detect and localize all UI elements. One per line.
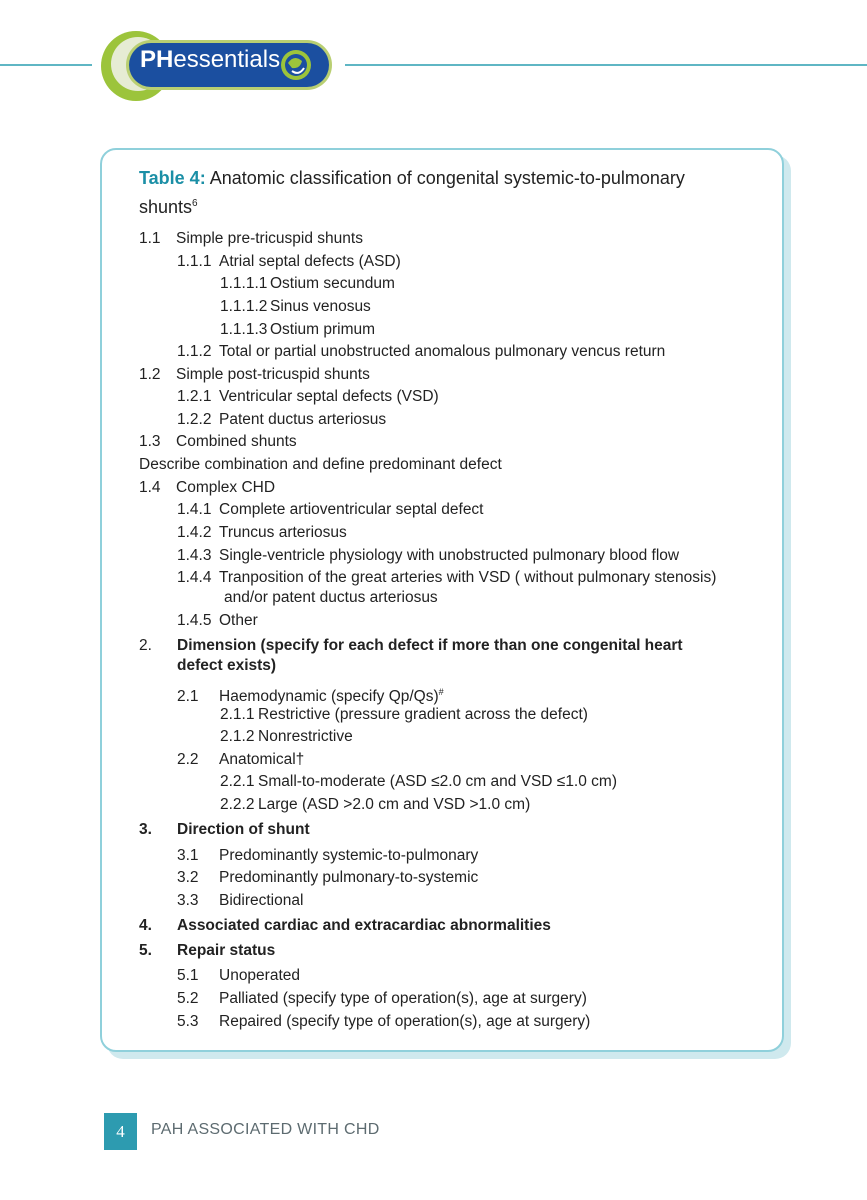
list-item: 3.2 Predominantly pulmonary-to-systemic xyxy=(177,869,479,886)
list-item: 2.1 Haemodynamic (specify Qp/Qs)# xyxy=(177,687,444,706)
section-heading: 3. Direction of shunt xyxy=(139,821,310,838)
header-rule-right xyxy=(345,64,867,66)
list-item: 1.1.1.3 Ostium primum xyxy=(220,321,376,338)
table-title-text: Anatomic classification of congenital systemic-to-pulmonary shunts xyxy=(139,168,685,217)
list-item: 3.1 Predominantly systemic-to-pulmonary xyxy=(177,847,479,864)
list-item: 1.4.3 Single-ventricle physiology with unobstructed pulmonary blood flow xyxy=(177,547,680,564)
list-item: 1.2.1 Ventricular septal defects (VSD) xyxy=(177,388,439,405)
list-item: 1.3 Combined shunts xyxy=(139,433,297,450)
table-label: Table 4: xyxy=(139,168,206,188)
list-item: 2.2.1 Small-to-moderate (ASD ≤2.0 cm and VSD ≤1.0 cm) xyxy=(220,773,617,790)
list-item: and/or patent ductus arteriosus xyxy=(224,589,438,606)
list-item: 3.3 Bidirectional xyxy=(177,892,304,909)
list-item: 1.1.1.1 Ostium secundum xyxy=(220,275,395,292)
footer-section-title: PAH ASSOCIATED WITH CHD xyxy=(151,1121,380,1138)
list-item: 1.1.1.2 Sinus venosus xyxy=(220,298,371,315)
list-item: 2.1.2 Nonrestrictive xyxy=(220,728,353,745)
page-number: 4 xyxy=(104,1113,137,1150)
list-item: 1.4.4 Tranposition of the great arteries with VSD ( without pulmonary stenosis) xyxy=(177,569,717,586)
section-heading: 2. Dimension (specify for each defect if more than one congenital heart xyxy=(139,637,683,654)
list-item: 1.4 Complex CHD xyxy=(139,479,276,496)
list-item: 5.2 Palliated (specify type of operation(s), age at surgery) xyxy=(177,990,587,1007)
list-item: 1.2 Simple post-tricuspid shunts xyxy=(139,366,370,383)
list-item: 5.1 Unoperated xyxy=(177,967,301,984)
logo-essentials: essentials xyxy=(173,46,281,73)
section-heading: 5. Repair status xyxy=(139,942,276,959)
list-item: Describe combination and define predominant defect xyxy=(139,456,502,473)
list-item: 2.2.2 Large (ASD >2.0 cm and VSD >1.0 cm) xyxy=(220,796,531,813)
table-ref: 6 xyxy=(192,198,198,209)
list-item: 1.2.2 Patent ductus arteriosus xyxy=(177,411,387,428)
list-item: 1.4.5 Other xyxy=(177,612,258,629)
header-rule-left xyxy=(0,64,92,66)
list-item: 5.3 Repaired (specify type of operation(s), age at surgery) xyxy=(177,1013,591,1030)
table-title xyxy=(139,166,739,220)
section-heading: 4. Associated cardiac and extracardiac abnormalities xyxy=(139,917,551,934)
list-item: 1.1.1 Atrial septal defects (ASD) xyxy=(177,253,401,270)
list-item: 1.1.2 Total or partial unobstructed anomalous pulmonary vencus return xyxy=(177,343,666,360)
list-item: defect exists) xyxy=(177,657,277,674)
list-item: 1.4.2 Truncus arteriosus xyxy=(177,524,347,541)
list-item: 1.4.1 Complete artioventricular septal defect xyxy=(177,501,484,518)
list-item: 2.2 Anatomical† xyxy=(177,751,305,768)
list-item: 1.1 Simple pre-tricuspid shunts xyxy=(139,230,363,247)
logo-ph: PH xyxy=(140,46,174,73)
logo-wordmark xyxy=(140,46,280,74)
list-item: 2.1.1 Restrictive (pressure gradient across the defect) xyxy=(220,706,588,723)
